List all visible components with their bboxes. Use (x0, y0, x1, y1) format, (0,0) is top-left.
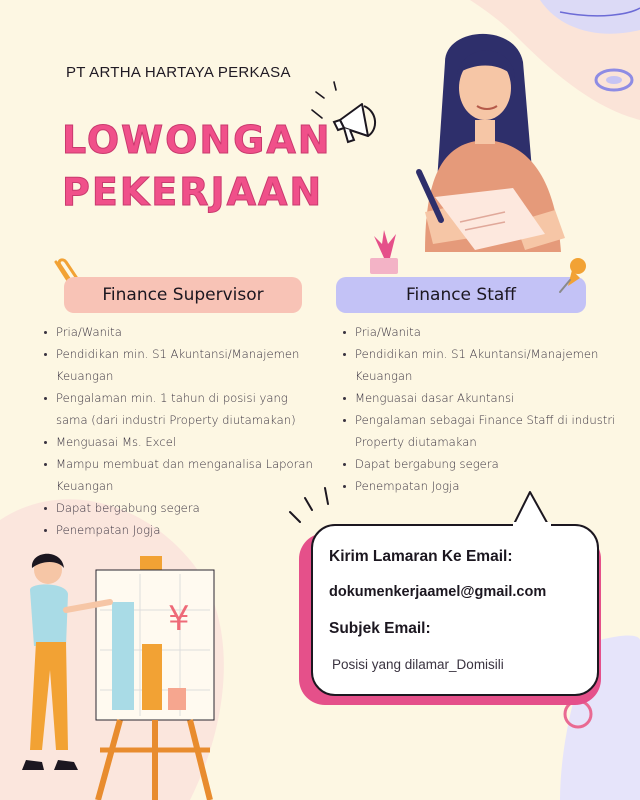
plant-icon (364, 228, 404, 276)
list-item: Menguasai Ms. Excel (44, 431, 314, 453)
list-item: Pengalaman min. 1 tahun di posisi yang sama (dari industri Property diutamakan) (44, 387, 314, 431)
chart-symbol: ¥ (168, 599, 190, 639)
bubble-tail-cover (509, 522, 559, 532)
list-item: Mampu membuat dan menganalisa Laporan Keuangan (44, 453, 314, 497)
subject-label: Subjek Email: (329, 620, 431, 637)
requirements-list-supervisor (44, 321, 314, 541)
email-label: Kirim Lamaran Ke Email: (329, 548, 513, 565)
email-address[interactable]: dokumenkerjaamel@gmail.com (329, 584, 547, 600)
list-item: Pria/Wanita (343, 321, 618, 343)
list-item: Menguasai dasar Akuntansi (343, 387, 618, 409)
position-pill-staff: Finance Staff (336, 277, 586, 313)
list-item: Pendidikan min. S1 Akuntansi/Manajemen Keuangan (44, 343, 314, 387)
position-pill-supervisor: Finance Supervisor (64, 277, 302, 313)
title-line-2: PEKERJAAN (62, 170, 324, 214)
title-line-1: LOWONGAN (62, 118, 332, 162)
contact-bubble (311, 524, 599, 696)
list-item: Pengalaman sebagai Finance Staff di industri Property diutamakan (343, 409, 618, 453)
pushpin-icon (556, 256, 590, 296)
list-item: Dapat bergabung segera (44, 497, 314, 519)
presentation-board-illustration (0, 550, 230, 800)
list-item: Penempatan Jogja (343, 475, 618, 497)
list-item: Dapat bergabung segera (343, 453, 618, 475)
subject-value: Posisi yang dilamar_Domisili (332, 657, 504, 672)
woman-writing-illustration (405, 22, 575, 262)
list-item: Pria/Wanita (44, 321, 314, 343)
requirements-list-staff (343, 321, 618, 497)
list-item: Penempatan Jogja (44, 519, 314, 541)
megaphone-icon (330, 92, 390, 152)
company-name: PT ARTHA HARTAYA PERKASA (66, 64, 291, 81)
list-item: Pendidikan min. S1 Akuntansi/Manajemen Keuangan (343, 343, 618, 387)
